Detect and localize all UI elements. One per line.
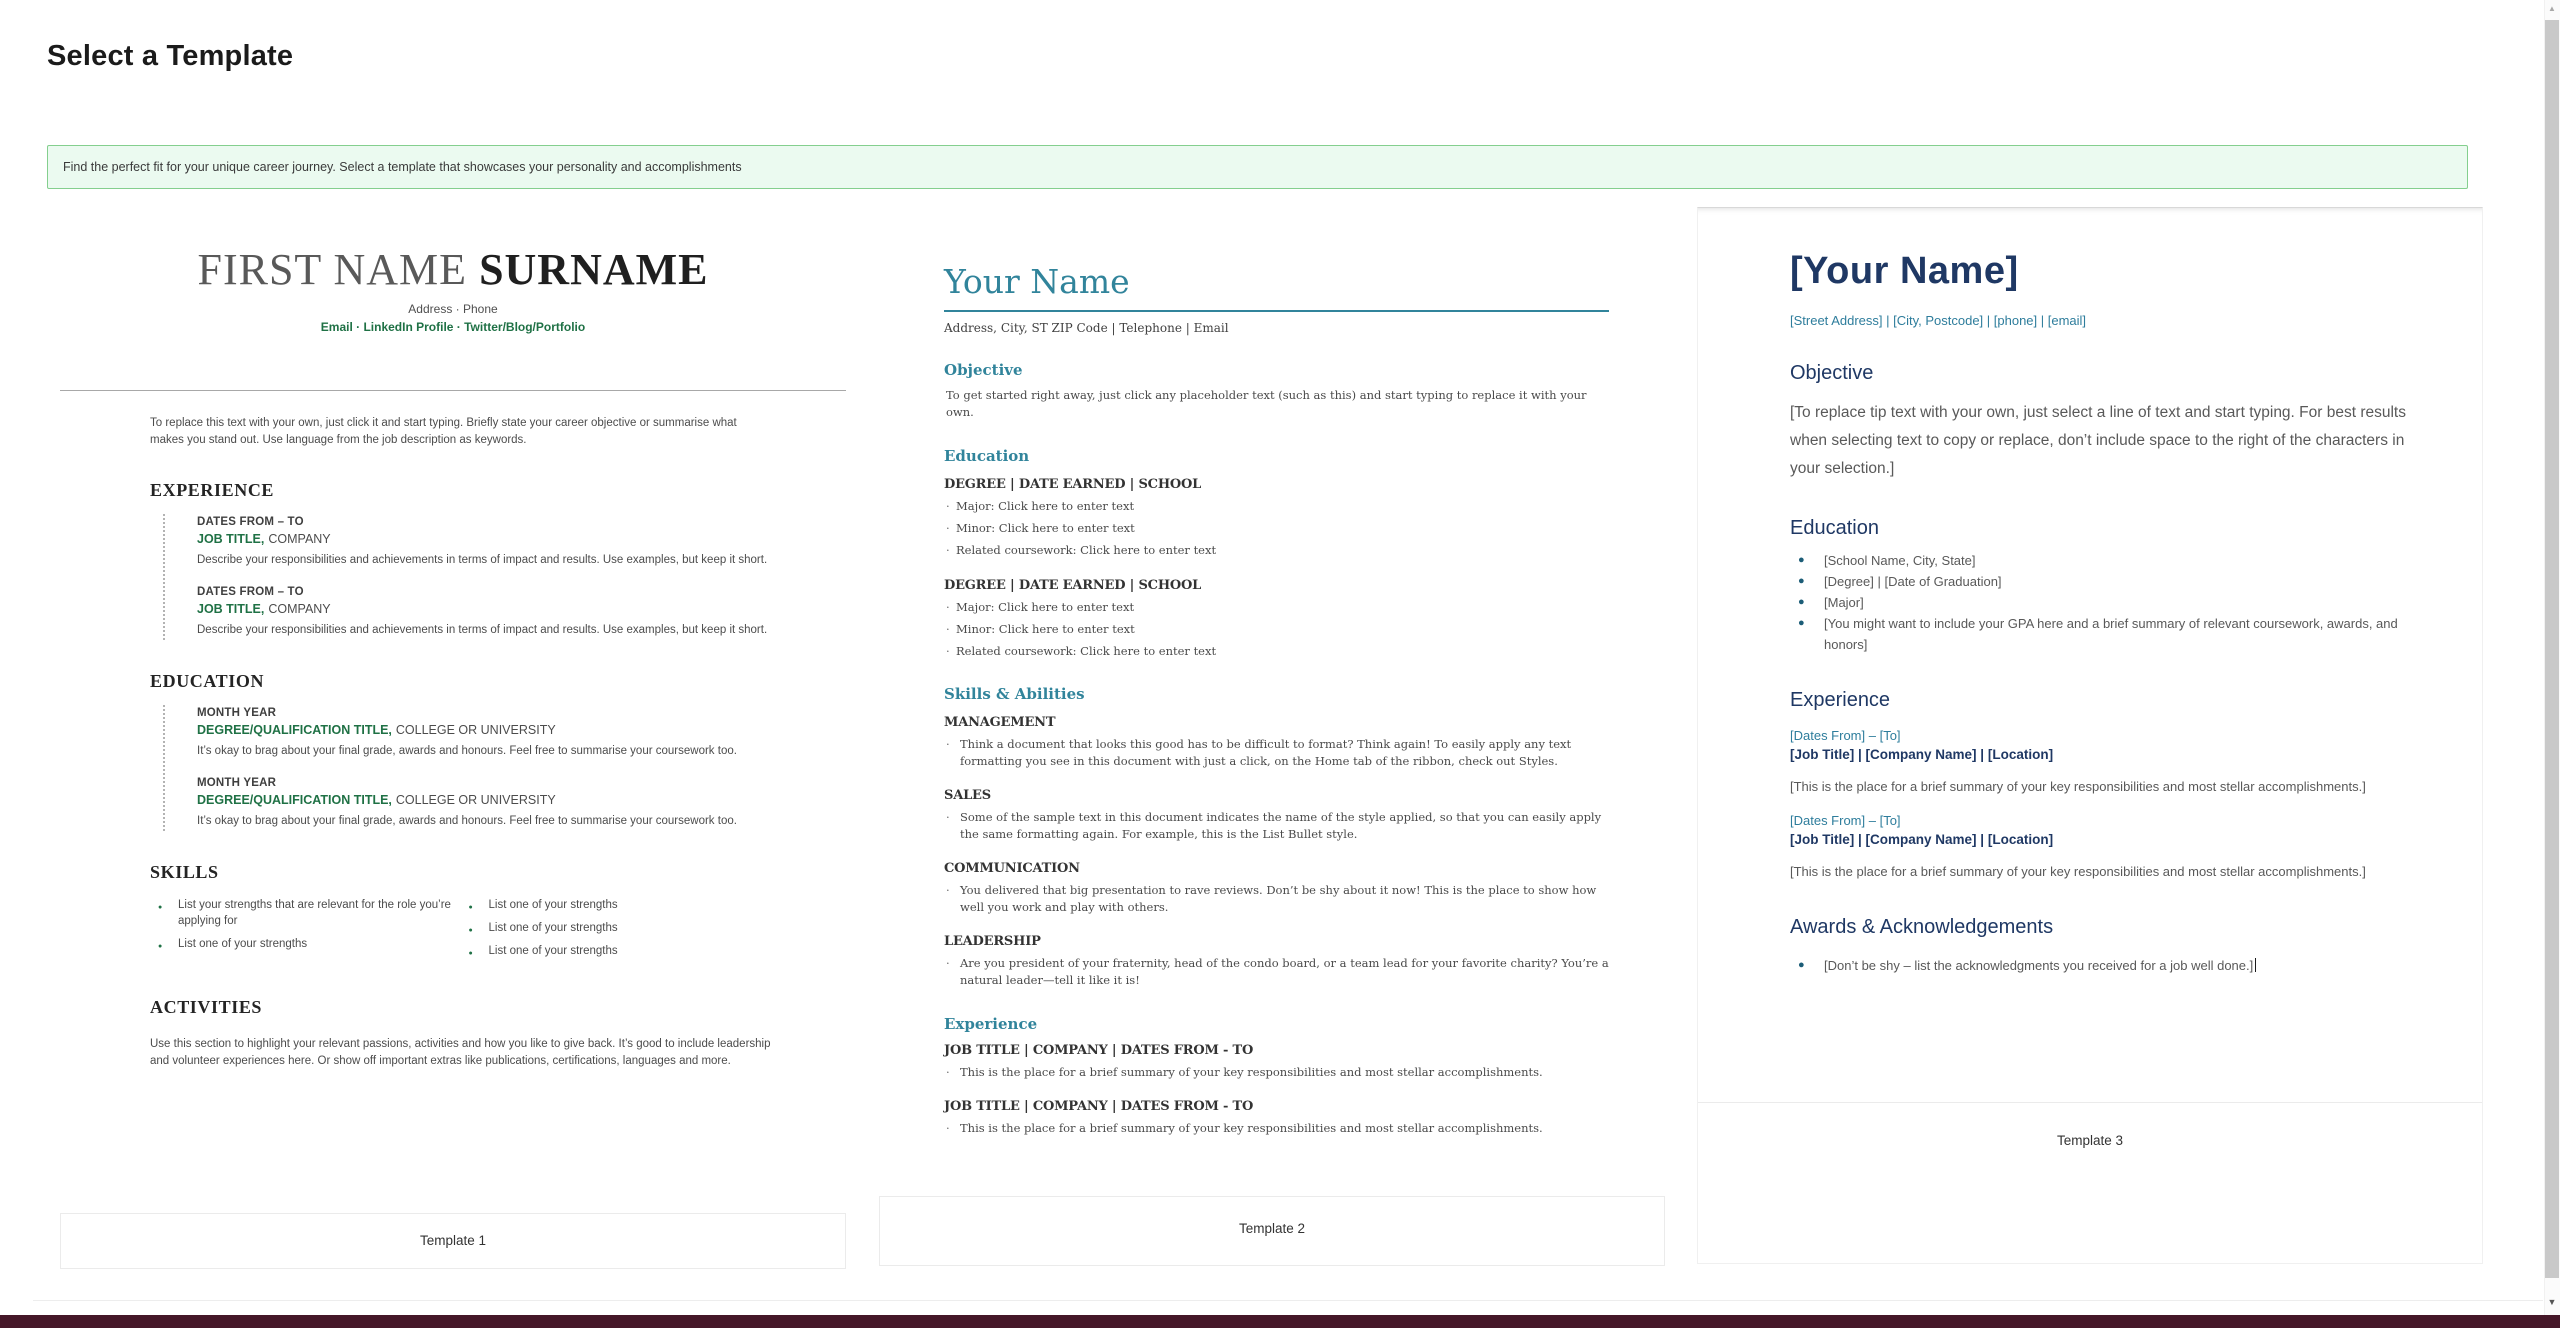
- t3-edu-bullet-text: [Major]: [1824, 595, 1864, 610]
- t3-edu-bullet: [1790, 550, 2410, 571]
- t3-exp-desc: [This is the place for a brief summary of your key responsibilities and most stellar accomplishments.]: [1790, 779, 2366, 794]
- t3-section-experience: Experience: [1790, 689, 1891, 711]
- t1-section-education: EDUCATION: [150, 671, 265, 692]
- t2-edu-bullet-text: Related coursework: Click here to enter text: [956, 543, 1217, 557]
- t1-first-name: FIRST NAME: [197, 245, 468, 294]
- t1-skill-item: ● List one of your strengths: [150, 936, 461, 952]
- t3-objective-text: [To replace tip text with your own, just select a line of text and start typing. For best results when selecting text to copy or replace, don’t include space to the right of the characters in your selection.]: [1790, 404, 2406, 477]
- t1-exp-company: COMPANY: [268, 532, 331, 547]
- t1-section-skills: SKILLS: [150, 862, 219, 883]
- t3-body: [1698, 250, 2410, 976]
- t2-skill-title: COMMUNICATION: [944, 861, 1080, 876]
- t3-exp-job: [Job Title] | [Company Name] | [Location]: [1790, 832, 2054, 847]
- scroll-down-arrow-icon[interactable]: ▼: [2547, 1297, 2557, 1307]
- t2-edu-bullet: [944, 521, 1609, 536]
- t2-section-skills: Skills & Abilities: [944, 685, 1085, 703]
- t1-contact-line2: Email · LinkedIn Profile · Twitter/Blog/Portfolio: [320, 320, 586, 335]
- t1-exp-role: [197, 602, 771, 616]
- t2-degree-line: DEGREE | DATE EARNED | SCHOOL: [944, 477, 1202, 492]
- t3-edu-bullet-text: [Degree] | [Date of Graduation]: [1824, 574, 2002, 589]
- t1-exp-dates: DATES FROM – TO: [197, 586, 304, 599]
- vertical-scrollbar[interactable]: [2544, 0, 2560, 1315]
- t2-contact: Address, City, ST ZIP Code | Telephone | Email: [944, 321, 1229, 335]
- t1-exp-company: COMPANY: [268, 602, 331, 617]
- t1-skills-col1: [150, 897, 461, 966]
- t1-skills-col2: [461, 897, 772, 966]
- template-3-label[interactable]: Template 3: [1698, 1102, 2482, 1263]
- footer-divider: [33, 1300, 2543, 1301]
- t2-exp-bullet: [944, 1064, 1609, 1081]
- t3-contact: [Street Address] | [City, Postcode] | [phone] | [email]: [1790, 313, 2087, 328]
- t1-exp-desc: Describe your responsibilities and achievements in terms of impact and results. Use examples, but keep it short.: [197, 624, 768, 637]
- t3-name: [Your Name]: [1790, 250, 2019, 292]
- t1-exp-jobtitle: JOB TITLE,: [197, 532, 265, 547]
- t2-job-line: JOB TITLE | COMPANY | DATES FROM - TO: [944, 1099, 1254, 1114]
- t2-divider: [944, 310, 1609, 312]
- t2-skill-bullet: [944, 809, 1609, 843]
- t1-skill-item: ● List one of your strengths: [461, 943, 772, 959]
- bullet-icon: ·: [946, 1065, 950, 1079]
- t3-edu-bullet: [1790, 613, 2410, 655]
- template-1-card[interactable]: [60, 230, 846, 1070]
- t2-edu-bullet-text: Major: Click here to enter text: [956, 600, 1135, 614]
- t1-section-experience: EXPERIENCE: [150, 480, 275, 501]
- t1-edu-school: COLLEGE OR UNIVERSITY: [395, 793, 556, 808]
- bullet-icon: ●: [1798, 596, 1805, 608]
- bullet-icon: ·: [946, 499, 950, 513]
- text-cursor: [2255, 958, 2256, 972]
- t3-education-list: [1790, 550, 2410, 655]
- t2-skill-title: SALES: [944, 788, 991, 803]
- t2-skill-text: You delivered that big presentation to rave reviews. Don’t be shy about it now! This is the place to show how well you work and play with others.: [960, 883, 1597, 914]
- t2-skill-title: MANAGEMENT: [944, 715, 1056, 730]
- t1-edu-degree-line: [197, 723, 771, 737]
- t3-awards-bullet: [1790, 955, 2410, 976]
- t1-exp-dates: DATES FROM – TO: [197, 516, 304, 529]
- t2-edu-bullet: [944, 600, 1609, 615]
- t2-edu-bullet: [944, 644, 1609, 659]
- t1-exp-jobtitle: JOB TITLE,: [197, 602, 265, 617]
- t1-edu-degree: DEGREE/QUALIFICATION TITLE,: [197, 793, 392, 808]
- bullet-icon: ·: [946, 883, 950, 897]
- t3-section-objective: Objective: [1790, 362, 1874, 384]
- t3-section-awards: Awards & Acknowledgements: [1790, 916, 2054, 938]
- t2-skill-text: Some of the sample text in this document indicates the name of the style applied, so that you can easily apply the same formatting again. For example, this is the List Bullet style.: [960, 810, 1602, 841]
- t2-edu-bullet-text: Major: Click here to enter text: [956, 499, 1135, 513]
- t3-edu-bullet: [1790, 592, 2410, 613]
- t1-section-activities: ACTIVITIES: [150, 997, 263, 1018]
- t1-surname: SURNAME: [479, 245, 709, 294]
- template-2-label[interactable]: Template 2: [879, 1196, 1665, 1266]
- t1-edu-degree-line: [197, 793, 771, 807]
- bullet-icon: ●: [1798, 959, 1805, 971]
- t2-edu-bullet: [944, 499, 1609, 514]
- t2-edu-bullet-text: Minor: Click here to enter text: [956, 622, 1135, 636]
- t1-edu-dates: MONTH YEAR: [197, 707, 277, 720]
- t1-education-group: [163, 705, 771, 831]
- bullet-icon: ·: [946, 543, 950, 557]
- t2-skill-title: LEADERSHIP: [944, 934, 1041, 949]
- scrollbar-thumb[interactable]: [2545, 20, 2559, 1278]
- t3-exp-desc: [This is the place for a brief summary of your key responsibilities and most stellar accomplishments.]: [1790, 864, 2366, 879]
- t2-name: Your Name: [944, 262, 1130, 301]
- scroll-up-arrow-icon[interactable]: ▲: [2548, 4, 2556, 13]
- t2-skill-bullet: [944, 955, 1609, 989]
- t1-edu-desc: It’s okay to brag about your final grade, awards and honours. Feel free to summarise your coursework too.: [197, 815, 737, 828]
- template-3-card[interactable]: [1697, 207, 2483, 1264]
- t2-edu-bullet: [944, 622, 1609, 637]
- t1-objective-text: To replace this text with your own, just click it and start typing. Briefly state your career objective or summarise what makes you stand out. Use language from the job description as keywords.: [150, 417, 737, 447]
- bullet-icon: ·: [946, 737, 950, 751]
- bullet-icon: ●: [1798, 554, 1805, 566]
- t2-exp-bullet: [944, 1120, 1609, 1137]
- t2-section-experience: Experience: [944, 1015, 1038, 1033]
- t3-exp-dates: [Dates From] – [To]: [1790, 813, 1901, 828]
- bullet-icon: ·: [946, 521, 950, 535]
- t1-education-entry: [197, 777, 771, 829]
- bullet-icon: ●: [1798, 575, 1805, 587]
- t1-name: [60, 246, 846, 294]
- t2-skill-bullet: [944, 882, 1609, 916]
- template-2-card[interactable]: [879, 230, 1665, 1137]
- bullet-icon: ·: [946, 644, 950, 658]
- t1-edu-degree: DEGREE/QUALIFICATION TITLE,: [197, 723, 392, 738]
- page-title: Select a Template: [47, 40, 294, 72]
- t1-edu-desc: It’s okay to brag about your final grade, awards and honours. Feel free to summarise your coursework too.: [197, 745, 737, 758]
- t1-education-entry: [197, 707, 771, 759]
- t1-body: [60, 415, 846, 1070]
- info-banner: [47, 145, 2468, 189]
- t2-objective-text: [944, 387, 1609, 421]
- t1-experience-group: [163, 514, 771, 640]
- t3-edu-bullet: [1790, 571, 2410, 592]
- t1-exp-desc: Describe your responsibilities and achievements in terms of impact and results. Use examples, but keep it short.: [197, 554, 768, 567]
- bullet-icon: ·: [946, 956, 950, 970]
- t1-skill-item: ● List your strengths that are relevant for the role you’re applying for: [150, 897, 461, 929]
- t1-skill-item: ● List one of your strengths: [461, 897, 772, 913]
- t2-degree-line: DEGREE | DATE EARNED | SCHOOL: [944, 578, 1202, 593]
- t2-exp-text: This is the place for a brief summary of your key responsibilities and most stellar accomplishments.: [960, 1121, 1543, 1135]
- t2-edu-bullet: [944, 543, 1609, 558]
- t3-exp-job: [Job Title] | [Company Name] | [Location]: [1790, 747, 2054, 762]
- t2-section-objective: Objective: [944, 361, 1023, 379]
- t2-section-education: Education: [944, 447, 1030, 465]
- t1-exp-role: [197, 532, 771, 546]
- t3-edu-bullet-text: [School Name, City, State]: [1824, 553, 1976, 568]
- t1-skill-item: ● List one of your strengths: [461, 920, 772, 936]
- t3-edu-bullet-text: [You might want to include your GPA here and a brief summary of relevant coursework, awards, and honors]: [1824, 616, 2398, 652]
- t1-experience-entry: [197, 516, 771, 568]
- t2-skill-bullet: [944, 736, 1609, 770]
- bullet-icon: ●: [1798, 617, 1805, 629]
- bottom-status-bar: [0, 1315, 2560, 1328]
- info-banner-text: Find the perfect fit for your unique career journey. Select a template that showcases your personality and accomplishments: [63, 160, 742, 174]
- t1-contact-line1: Address · Phone: [408, 302, 498, 317]
- t3-section-education: Education: [1790, 517, 1879, 539]
- t3-exp-dates: [Dates From] – [To]: [1790, 728, 1901, 743]
- t2-body: [879, 262, 1609, 1137]
- t3-awards-text: [1824, 955, 2256, 976]
- t2-edu-bullet-text: Minor: Click here to enter text: [956, 521, 1135, 535]
- template-1-label[interactable]: Template 1: [60, 1213, 846, 1269]
- t2-skill-text: Think a document that looks this good has to be difficult to format? Think again! To easily apply any text formatting you see in this document with just a click, on the Home tab of the ribbon, check out Styles.: [960, 737, 1572, 768]
- bullet-icon: ·: [946, 622, 950, 636]
- t2-exp-text: This is the place for a brief summary of your key responsibilities and most stellar accomplishments.: [960, 1065, 1543, 1079]
- bullet-icon: ·: [946, 810, 950, 824]
- t1-skills-columns: [150, 897, 771, 966]
- t2-job-line: JOB TITLE | COMPANY | DATES FROM - TO: [944, 1043, 1254, 1058]
- t1-edu-dates: MONTH YEAR: [197, 777, 277, 790]
- bullet-icon: ·: [946, 600, 950, 614]
- bullet-icon: ·: [946, 1121, 950, 1135]
- t2-skill-text: Are you president of your fraternity, head of the condo board, or a team lead for your favorite charity? You’re a natural leader—tell it like it is!: [960, 956, 1609, 987]
- t1-activities-text: Use this section to highlight your relevant passions, activities and how you like to give back. It’s good to include leadership and volunteer experiences here. Or show off important extras like publications, certifications, languages and more.: [150, 1038, 771, 1068]
- t1-edu-school: COLLEGE OR UNIVERSITY: [395, 723, 556, 738]
- t1-header: [60, 246, 846, 334]
- t1-experience-entry: [197, 586, 771, 638]
- t2-objective-body: To get started right away, just click any placeholder text (such as this) and start typing to replace it with your own.: [946, 388, 1587, 419]
- t1-divider: [60, 390, 846, 391]
- t3-awards-text-inner: [Don’t be shy – list the acknowledgments you received for a job well done.]: [1824, 958, 2254, 973]
- t2-edu-bullet-text: Related coursework: Click here to enter text: [956, 644, 1217, 658]
